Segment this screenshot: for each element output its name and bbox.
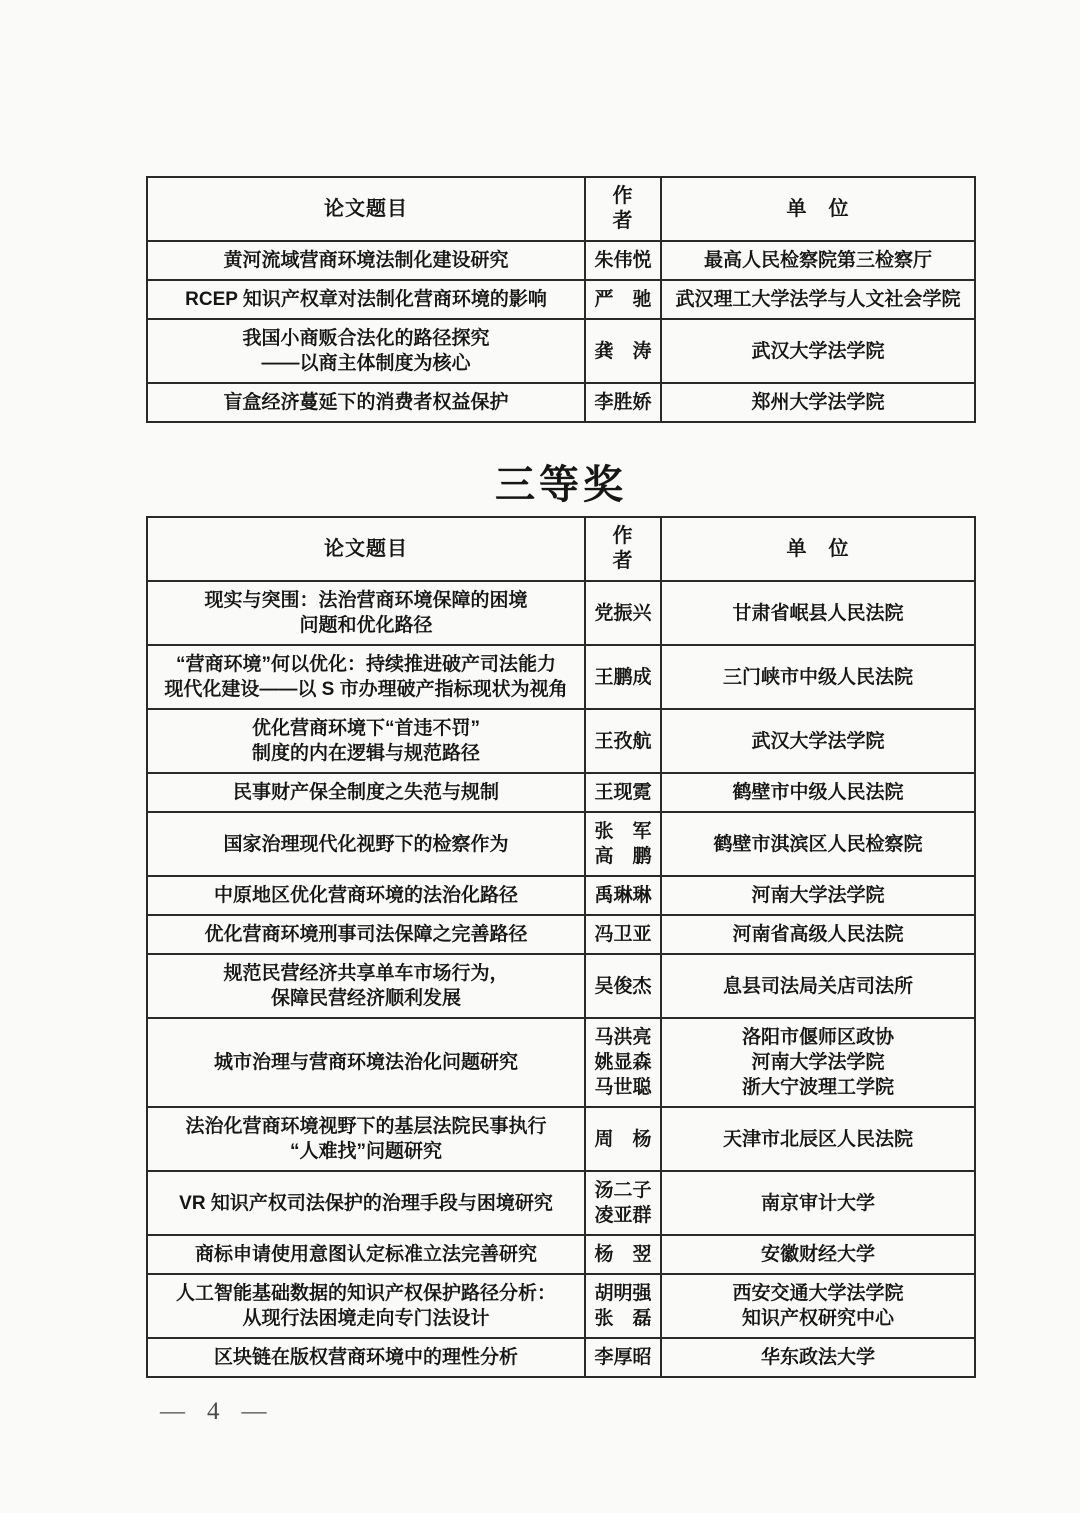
text-line: 知识产权研究中心	[741, 1308, 894, 1329]
text-line: 吴俊杰	[594, 975, 652, 997]
unit-cell	[662, 384, 974, 421]
text-line: 王鹏成	[594, 666, 652, 688]
text-line: 从现行法困境走向专门法设计	[242, 1308, 490, 1329]
text-line: 高 鹏	[594, 846, 652, 867]
author-cell	[584, 281, 662, 318]
unit-cell	[662, 774, 974, 811]
table-row	[148, 708, 974, 772]
text-line: “营商环境”何以优化：持续推进破产司法能力	[175, 654, 556, 675]
unit-cell	[662, 877, 974, 914]
text-line: 严 驰	[594, 289, 652, 310]
text-line: 国家治理现代化视野下的检察作为	[223, 833, 509, 855]
text-line: 李胜娇	[594, 392, 652, 413]
text-line: 南京审计大学	[760, 1192, 875, 1214]
unit-cell	[662, 1275, 974, 1337]
footer-dash-right: —	[241, 1398, 267, 1425]
text-line: 优化营商环境下“首违不罚”	[251, 718, 480, 739]
text-line: 规范民营经济共享单车市场行为，	[223, 963, 509, 984]
text-line: 区块链在版权营商环境中的理性分析	[213, 1347, 518, 1368]
text-line: 制度的内在逻辑与规范路径	[251, 743, 480, 764]
column-header-author: 作 者	[584, 518, 662, 580]
footer-dash-left: —	[160, 1398, 185, 1425]
author-cell	[584, 1172, 662, 1234]
author-cell	[584, 1019, 662, 1106]
text-line: 现实与突围：法治营商环境保障的困境	[204, 590, 528, 611]
text-line: 马洪亮	[594, 1027, 652, 1048]
text-line: 保障民营经济顺利发展	[270, 988, 461, 1009]
text-line: 我国小商贩合法化的路径探究	[242, 328, 490, 349]
table-header-row	[148, 518, 974, 580]
text-line: 河南大学法学院	[751, 885, 885, 906]
paper-title-cell	[148, 1236, 584, 1273]
text-line: 冯卫亚	[594, 924, 652, 945]
unit-cell	[662, 1019, 974, 1106]
author-cell	[584, 813, 662, 875]
table-row	[148, 772, 974, 811]
text-line: 法治化营商环境视野下的基层法院民事执行	[185, 1116, 547, 1137]
text-line: ——以商主体制度为核心	[261, 353, 471, 374]
paper-title-cell	[148, 1019, 584, 1106]
text-line: 王现霓	[594, 782, 652, 803]
text-line: 张 磊	[594, 1308, 652, 1329]
unit-cell	[662, 916, 974, 953]
author-cell	[584, 877, 662, 914]
author-cell	[584, 320, 662, 382]
unit-cell	[662, 320, 974, 382]
text-line: 洛阳市偃师区政协	[741, 1027, 894, 1048]
text-line: 鹤壁市中级人民法院	[732, 782, 904, 803]
table-row	[148, 1017, 974, 1106]
author-cell	[584, 774, 662, 811]
text-line: 西安交通大学法学院	[732, 1283, 904, 1304]
unit-cell	[662, 242, 974, 279]
author-cell	[584, 1236, 662, 1273]
column-header-title: 论文题目	[324, 537, 408, 560]
page-footer	[160, 1398, 267, 1426]
text-line: 武汉大学法学院	[751, 340, 885, 362]
text-line: 马世聪	[594, 1077, 652, 1098]
paper-title-cell	[148, 955, 584, 1017]
text-line: 现代化建设——以 S 市办理破产指标现状为视角	[164, 679, 568, 700]
table-row	[148, 914, 974, 953]
text-line: “人难找”问题研究	[289, 1141, 442, 1162]
paper-title-cell	[148, 1275, 584, 1337]
text-line: 郑州大学法学院	[751, 392, 885, 413]
text-line: 城市治理与营商环境法治化问题研究	[213, 1052, 518, 1073]
author-cell	[584, 1275, 662, 1337]
paper-title-cell	[148, 281, 584, 318]
author-cell	[584, 916, 662, 953]
text-line: 禹琳琳	[594, 885, 652, 906]
paper-title-cell	[148, 916, 584, 953]
text-line: 华东政法大学	[760, 1347, 875, 1368]
author-cell	[584, 710, 662, 772]
text-line: 人工智能基础数据的知识产权保护路径分析：	[175, 1283, 556, 1304]
paper-title-cell	[148, 1339, 584, 1376]
text-line: 问题和优化路径	[299, 615, 433, 636]
text-line: 朱伟悦	[594, 250, 652, 271]
text-line: 河南大学法学院	[751, 1052, 885, 1073]
unit-cell	[662, 646, 974, 708]
unit-cell	[662, 1339, 974, 1376]
unit-cell	[662, 813, 974, 875]
text-line: 姚显森	[594, 1052, 652, 1073]
paper-title-cell	[148, 384, 584, 421]
text-line: 汤二子	[594, 1180, 652, 1201]
table-row	[148, 811, 974, 875]
text-line: 优化营商环境刑事司法保障之完善路径	[204, 924, 528, 945]
table-row	[148, 644, 974, 708]
table-row	[148, 953, 974, 1017]
paper-title-cell	[148, 1108, 584, 1170]
column-header-unit: 单 位	[786, 537, 850, 560]
text-line: 党振兴	[594, 602, 652, 624]
text-line: 河南省高级人民法院	[732, 924, 904, 945]
table-row	[148, 240, 974, 279]
paper-title-cell	[148, 774, 584, 811]
text-line: 王孜航	[594, 730, 652, 752]
paper-title-cell	[148, 320, 584, 382]
unit-cell	[662, 1236, 974, 1273]
section-heading: 三等奖	[495, 463, 627, 507]
text-line: 盲盒经济蔓延下的消费者权益保护	[223, 392, 509, 413]
paper-title-cell	[148, 1172, 584, 1234]
table-row	[148, 318, 974, 382]
text-line: 天津市北辰区人民法院	[722, 1128, 913, 1150]
table-row	[148, 1234, 974, 1273]
author-cell	[584, 1108, 662, 1170]
table-row	[148, 1337, 974, 1376]
table-row	[148, 279, 974, 318]
page-number: 4	[207, 1398, 220, 1425]
column-header-author: 作 者	[584, 178, 662, 240]
author-cell	[584, 1339, 662, 1376]
text-line: 浙大宁波理工学院	[741, 1077, 894, 1098]
table-row	[148, 875, 974, 914]
text-line: 商标申请使用意图认定标准立法完善研究	[194, 1244, 537, 1265]
text-line: 鹤壁市淇滨区人民检察院	[713, 833, 923, 855]
paper-title-cell	[148, 582, 584, 644]
text-line: 三门峡市中级人民法院	[722, 666, 913, 688]
author-cell	[584, 646, 662, 708]
text-line: 胡明强	[594, 1283, 652, 1304]
paper-title-cell	[148, 877, 584, 914]
text-line: 凌亚群	[594, 1205, 652, 1226]
column-header-title: 论文题目	[324, 197, 408, 220]
unit-cell	[662, 582, 974, 644]
table-header-row	[148, 178, 974, 240]
text-line: 中原地区优化营商环境的法治化路径	[213, 885, 518, 906]
text-line: 安徽财经大学	[760, 1244, 875, 1265]
text-line: 周 杨	[594, 1128, 652, 1150]
award-table-continued	[146, 176, 976, 423]
unit-cell	[662, 955, 974, 1017]
text-line: 杨 翌	[594, 1244, 652, 1265]
author-cell	[584, 582, 662, 644]
paper-title-cell	[148, 242, 584, 279]
text-line: 甘肃省岷县人民法院	[732, 602, 904, 624]
text-line: 武汉理工大学法学与人文社会学院	[675, 289, 961, 310]
paper-title-cell	[148, 646, 584, 708]
author-cell	[584, 955, 662, 1017]
text-line: 李厚昭	[594, 1347, 652, 1368]
column-header-unit: 单 位	[786, 197, 850, 220]
text-line: VR 知识产权司法保护的治理手段与困境研究	[179, 1192, 553, 1214]
text-line: 龚 涛	[594, 340, 652, 362]
unit-cell	[662, 710, 974, 772]
table-row	[148, 1106, 974, 1170]
table-row	[148, 382, 974, 421]
text-line: 武汉大学法学院	[751, 730, 885, 752]
text-line: RCEP 知识产权章对法制化营商环境的影响	[185, 289, 547, 310]
author-cell	[584, 242, 662, 279]
text-line: 张 军	[594, 821, 652, 842]
table-row	[148, 1273, 974, 1337]
table-row	[148, 1170, 974, 1234]
text-line: 最高人民检察院第三检察厅	[703, 250, 932, 271]
text-line: 息县司法局关店司法所	[722, 975, 913, 997]
author-cell	[584, 384, 662, 421]
unit-cell	[662, 1108, 974, 1170]
text-line: 民事财产保全制度之失范与规制	[232, 782, 499, 803]
unit-cell	[662, 1172, 974, 1234]
third-prize-table	[146, 516, 976, 1378]
unit-cell	[662, 281, 974, 318]
paper-title-cell	[148, 813, 584, 875]
text-line: 黄河流域营商环境法制化建设研究	[223, 250, 509, 271]
table-row	[148, 580, 974, 644]
paper-title-cell	[148, 710, 584, 772]
